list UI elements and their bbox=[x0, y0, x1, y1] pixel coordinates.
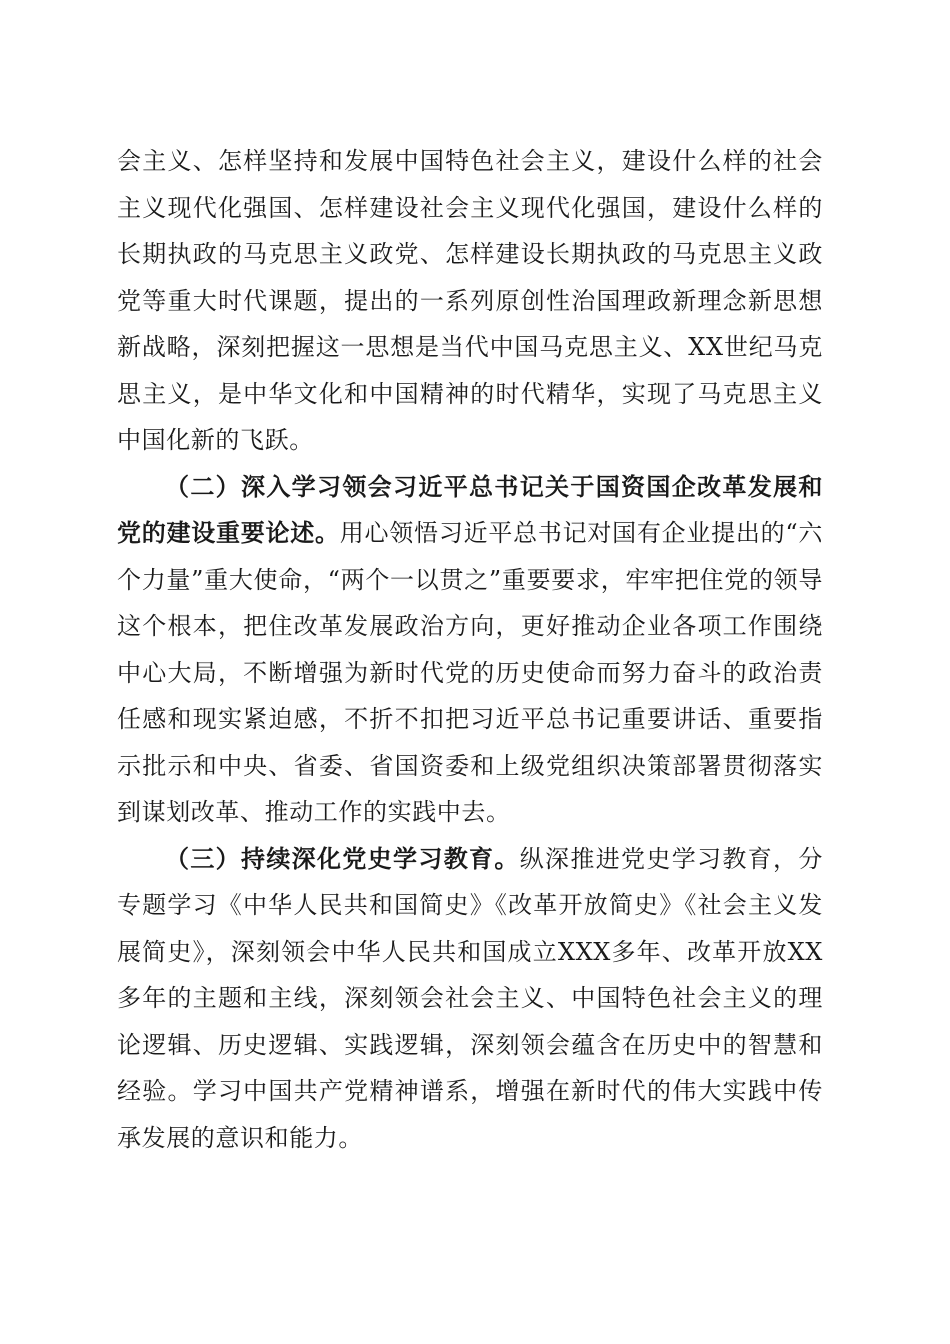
paragraph-3 bbox=[117, 836, 823, 1162]
paragraph-3-body: 纵深推进党史学习教育，分专题学习《中华人民共和国简史》《改革开放简史》《社会主义发展简史》，深刻领会中华人民共和国成立XXX多年、改革开放XX多年的主题和主线，深刻领会社会主义、中国特色社会主义的理论逻辑、历史逻辑、实践逻辑，深刻领会蕴含在历史中的智慧和经验。学习中国共产党精神谱系，增强在新时代的伟大实践中传承发展的意识和能力。 bbox=[117, 844, 823, 1152]
paragraph-1-body: 会主义、怎样坚持和发展中国特色社会主义，建设什么样的社会主义现代化强国、怎样建设社会主义现代化强国，建设什么样的长期执政的马克思主义政党、怎样建设长期执政的马克思主义政党等重大时代课题，提出的一系列原创性治国理政新理念新思想新战略，深刻把握这一思想是当代中国马克思主义、XX世纪马克思主义，是中华文化和中国精神的时代精华，实现了马克思主义中国化新的飞跃。 bbox=[117, 147, 823, 454]
paragraph-2-body: 用心领悟习近平总书记对国有企业提出的“六个力量”重大使命，“两个一以贯之”重要要求，牢牢把住党的领导这个根本，把住改革发展政治方向，更好推动企业各项工作围绕中心大局，不断增强为新时代党的历史使命而努力奋斗的政治责任感和现实紧迫感，不折不扣把习近平总书记重要讲话、重要指示批示和中央、省委、省国资委和上级党组织决策部署贯彻落实到谋划改革、推动工作的实践中去。 bbox=[117, 519, 823, 826]
paragraph-2 bbox=[117, 464, 823, 836]
paragraph-3-heading: （三）持续深化党史学习教育。 bbox=[165, 843, 520, 873]
document-body bbox=[117, 138, 823, 1161]
paragraph-2-heading: （二）深入学习领会习近平总书记关于国资国企改革发展和党的建设重要论述。 bbox=[117, 471, 823, 547]
paragraph-1 bbox=[117, 138, 823, 464]
